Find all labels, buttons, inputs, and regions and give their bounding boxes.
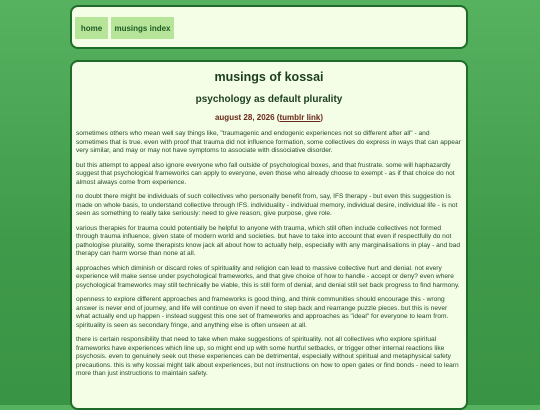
paragraph: approaches which diminish or discard roles of spirituality and religion can lead to massive collective hurt and denial. not every experience will make sense under psychological frameworks, and that give choice of how to handle - accept or deny? even where psychological frameworks may still technically be viable, this is still form of denial, and denial still set back progress to find harmony.	[76, 264, 460, 289]
paren-open: (	[276, 113, 280, 122]
paragraph: sometimes others who mean well say things like, "traumagenic and endogenic experiences not so different after all" - and sometimes that is true. even with proof that trauma did not influence formation, some collectives do express in ways that can appear very similar, and may or may not have symptoms to associate with dissociative disorder.	[76, 130, 461, 154]
tumblr-link[interactable]: tumblr link	[279, 113, 321, 122]
paragraph: no doubt there might be individuals of such collectives who personally benefit from, say, IFS therapy - but even this suggestion is made on whole basis, to understand collective through IFS. individuality - individual memory, individual desire, individual life - is not seen as something to really take seriously: need to give reason, give purpose, give role.	[76, 193, 458, 217]
post-title: psychology as default plurality	[195, 94, 343, 105]
post-date: august 28, 2026	[214, 113, 275, 122]
post-dateline	[72, 113, 466, 122]
paragraph: openness to explore different approaches and frameworks is good thing, and think communities should encourage this - wrong answer is never end of journey, and life will continue on even if need to step back and rearrange puzzle pieces. but this is never what actually end up happen - instead suggest this one set of frameworks and approaches as "ideal" for everyone to learn from. spirituality is seen as secondary fringe, and anything else is often unseen at all.	[76, 296, 449, 329]
post-card	[70, 60, 468, 410]
paragraph: there is certain responsibility that need to take when make suggestions of spirituality. not all collectives who explore spiritual frameworks have experiences which line up, so might end up with some hurtful setbacks, or trigger other internal reactions like psychosis. even to genuinely seek out these experiences can be detrimental, especially without spiritual and metaphysical safety precautions. this is why kossai might talk about experiences, but not instructions on how to open gates or find bonds - need to learn more than just instructions to maintain safety.	[76, 336, 459, 377]
paragraph: various therapies for trauma could potentially be helpful to anyone with trauma, which still often include collectives not formed through trauma influence, given state of modern world and societies. but have to take into account that even if respectfully do not pathologise plurality, some therapists know jack all about how to actually help, especially with any marginalisations in play - and bad therapy can harm worse than none at all.	[76, 224, 460, 257]
post-body	[76, 130, 462, 385]
paragraph: but this attempt to appeal also ignore everyone who fall outside of psychological boxes, and that frustrate. some will haphazardly suggest that psychological frameworks can apply to everyone, even those who already choose to exempt - as if that choice do not almost always come from experience.	[76, 161, 455, 186]
musings-index-button[interactable]: musings index	[111, 17, 174, 39]
top-nav-bar	[70, 5, 468, 49]
paren-close: )	[320, 113, 324, 122]
home-button[interactable]: home	[75, 17, 108, 39]
site-title: musings of kossai	[214, 70, 324, 84]
